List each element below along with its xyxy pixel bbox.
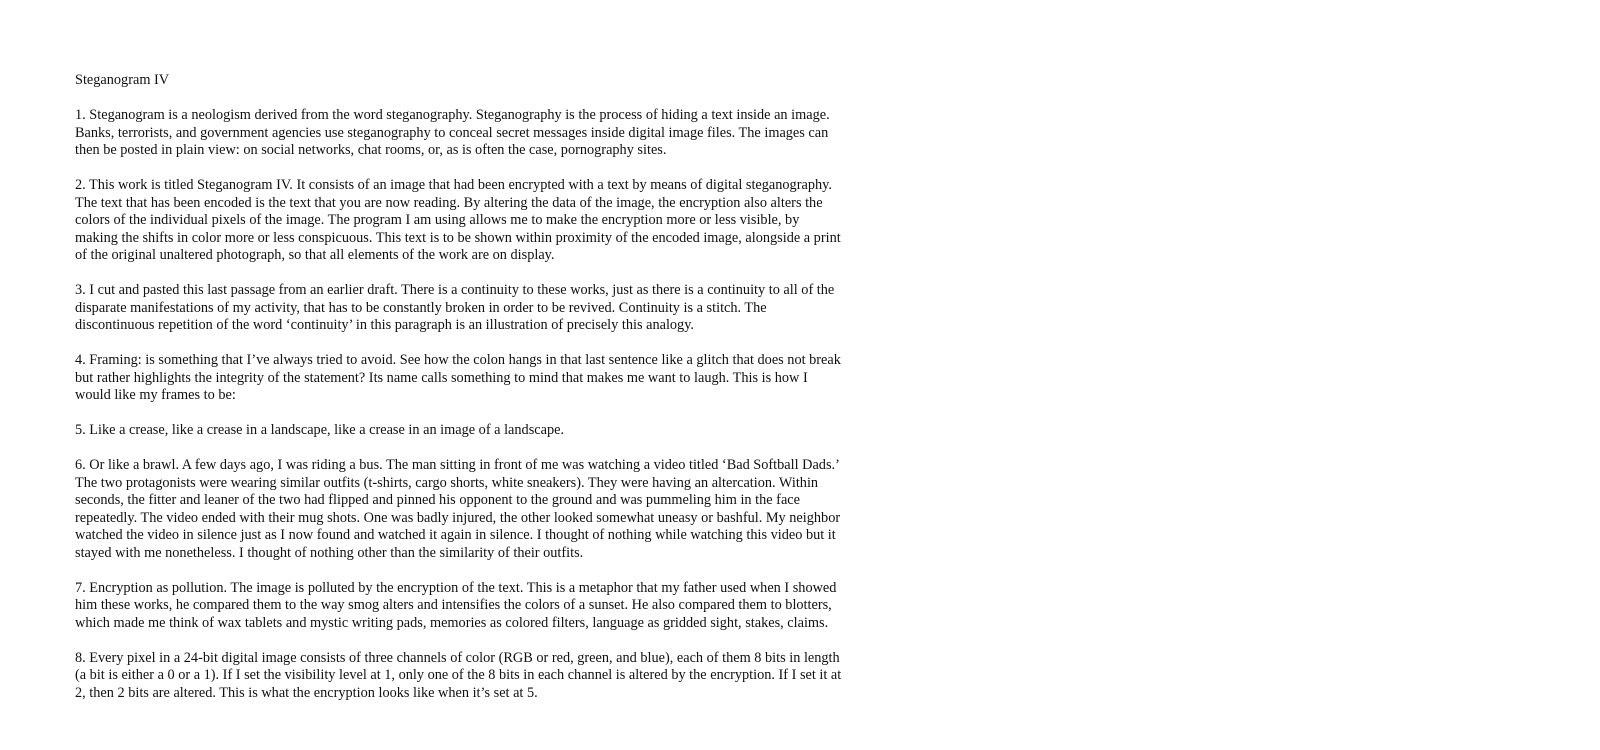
paragraph-1: 1. Steganogram is a neologism derived from the word steganography. Steganography is the process of hiding a text inside an image. Banks, terrorists, and government agencies use steganography to conceal secret messages inside digital image files. The images can then be posted in plain view: on social networks, chat rooms, or, as is often the case, pornography sites.: [75, 107, 830, 158]
document-body: [75, 72, 845, 720]
paragraph-2: 2. This work is titled Steganogram IV. It consists of an image that had been encrypted with a text by means of digital steganography. The text that has been encoded is the text that you are now reading. By altering the data of the image, the encryption also alters the colors of the individual pixels of the image. The program I am using allows me to make the encryption more or less visible, by making the shifts in color more or less conspicuous. This text is to be shown within proximity of the encoded image, alongside a print of the original unaltered photograph, so that all elements of the work are on display.: [75, 177, 841, 263]
paragraph-5: 5. Like a crease, like a crease in a landscape, like a crease in an image of a landscape.: [75, 422, 565, 438]
paragraph-7: 7. Encryption as pollution. The image is polluted by the encryption of the text. This is a metaphor that my father used when I showed him these works, he compared them to the way smog alters and intensifies the colors of a sunset. He also compared them to blotters, which made me think of wax tablets and mystic writing pads, memories as colored filters, language as gridded sight, stakes, claims.: [75, 579, 837, 631]
paragraph-8: 8. Every pixel in a 24-bit digital image consists of three channels of color (RGB or red, green, and blue), each of them 8 bits in length (a bit is either a 0 or a 1). If I set the visibility level at 1, only one of the 8 bits in each channel is altered by the encryption. If I set it at 2, then 2 bits are altered. This is what the encryption looks like when it’s set at 5.: [75, 649, 842, 701]
paragraph-6: 6. Or like a brawl. A few days ago, I was riding a bus. The man sitting in front of me was watching a video titled ‘Bad Softball Dads.’ The two protagonists were wearing similar outfits (t-shirts, cargo shorts, white sneakers). They were having an altercation. Within seconds, the fitter and leaner of the two had flipped and pinned his opponent to the ground and was pummeling him in the face repeatedly. The video ended with their mug shots. One was badly injured, the other looked somewhat uneasy or bashful. My neighbor watched the video in silence just as I now found and watched it again in silence. I thought of nothing while watching this video but it stayed with me nonetheless. I thought of nothing other than the similarity of their outfits.: [75, 457, 841, 561]
paragraph-4: 4. Framing: is something that I’ve always tried to avoid. See how the colon hangs in that last sentence like a glitch that does not break but rather highlights the integrity of the statement? Its name calls something to mind that makes me want to laugh. This is how I would like my frames to be:: [75, 352, 841, 403]
paragraph-3: 3. I cut and pasted this last passage from an earlier draft. There is a continuity to these works, just as there is a continuity to all of the disparate manifestations of my activity, that has to be constantly broken in order to be revived. Continuity is a stitch. The discontinuous repetition of the word ‘continuity’ in this paragraph is an illustration of precisely this analogy.: [75, 282, 835, 333]
document-title: Steganogram IV: [75, 72, 170, 88]
